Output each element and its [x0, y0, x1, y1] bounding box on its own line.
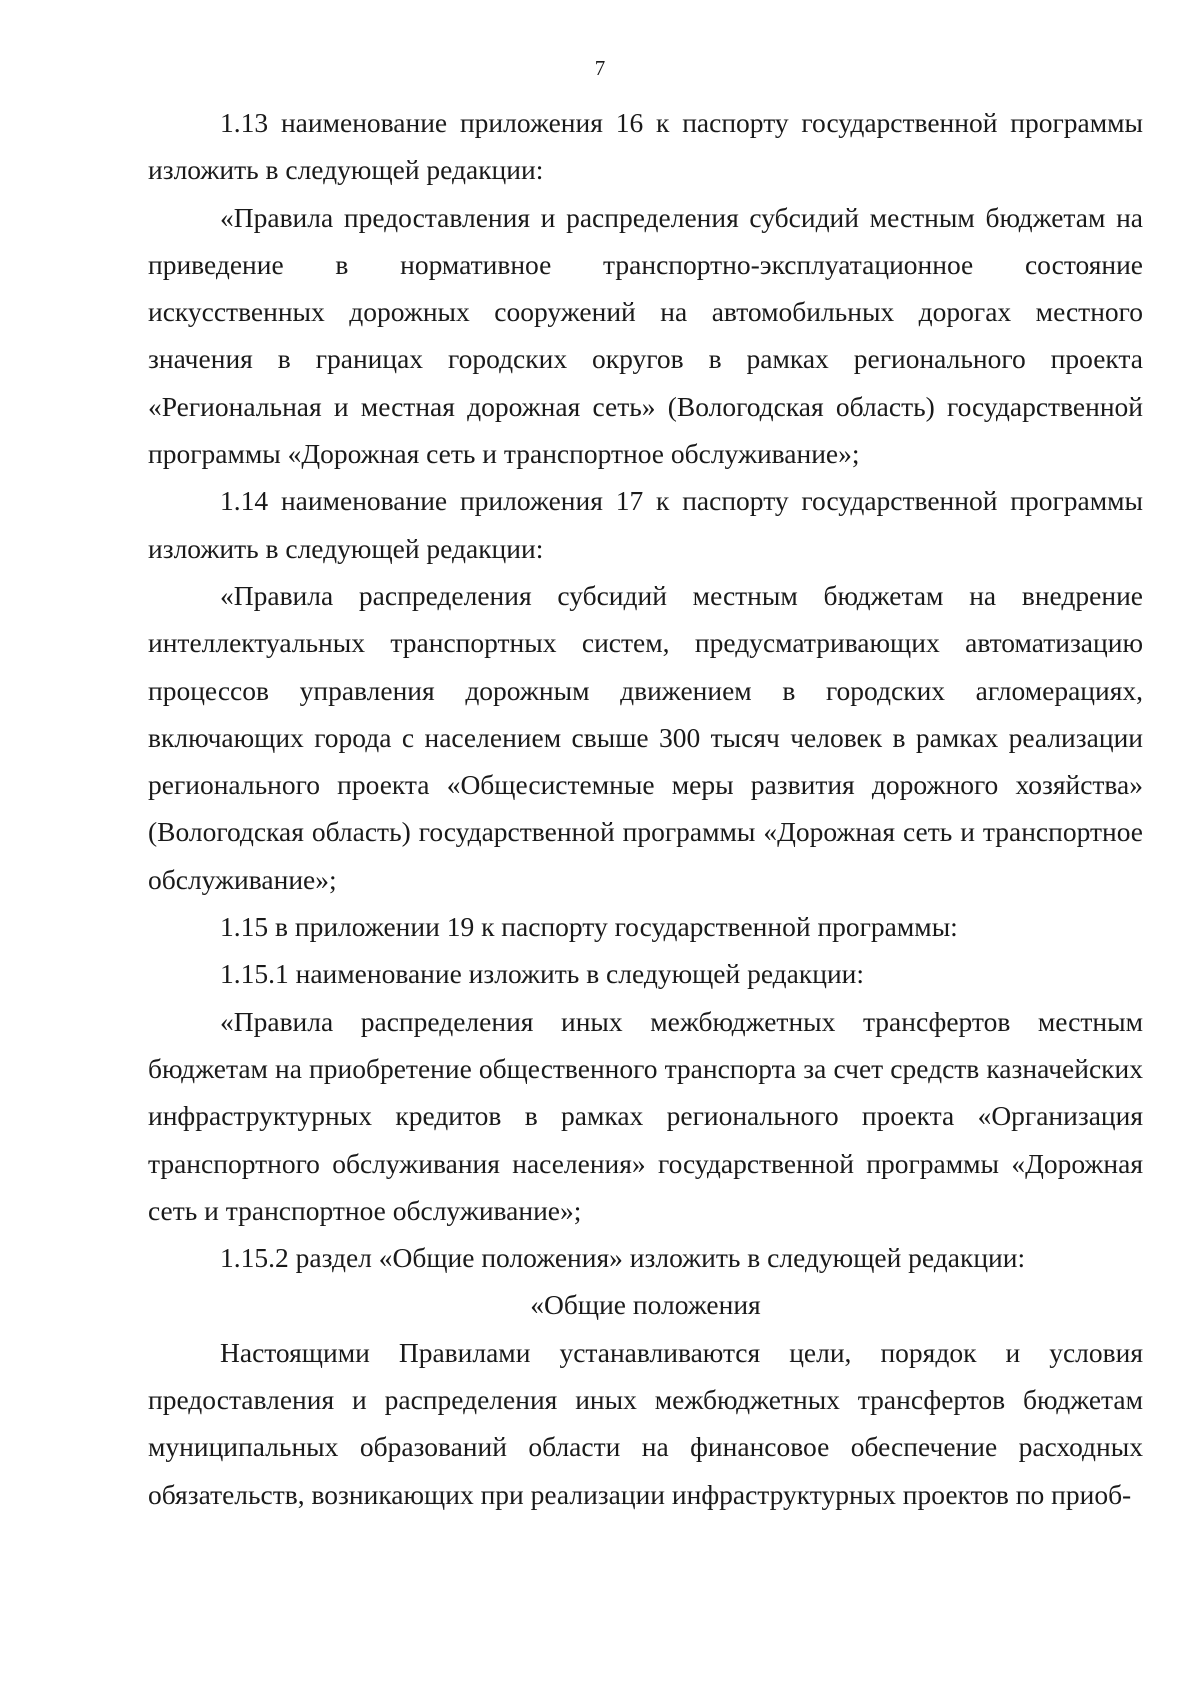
paragraph-appendix-16-title: «Правила предоставления и распределения субсидий местным бюджетам на приведение в нормативное транспортно-эксплуатационное состояние искусственных дорожных сооружений на автомобильных дорогах местного значения в границах городских округов в рамках регионального проекта «Региональная и местная дорожная сеть» (Вологодская область) государственной программы «Дорожная сеть и транспортное обслуживание»;	[148, 201, 1143, 470]
paragraph-1-15-1: 1.15.1 наименование изложить в следующей редакции:	[220, 958, 865, 990]
paragraph-general-provisions: Настоящими Правилами устанавливаются цели, порядок и условия предоставления и распределения иных межбюджетных трансфертов бюджетам муниципальных образований области на финансовое обеспечение расходных обязательств, возникающих при реализации инфраструктурных проектов по приоб-	[148, 1336, 1143, 1510]
paragraph-1-15: 1.15 в приложении 19 к паспорту государственной программы:	[220, 911, 958, 943]
page-number: 7	[594, 56, 606, 80]
document-body	[148, 99, 1143, 1518]
paragraph-1-15-2: 1.15.2 раздел «Общие положения» изложить в следующей редакции:	[220, 1242, 1026, 1274]
paragraph-appendix-17-title: «Правила распределения субсидий местным бюджетам на внедрение интеллектуальных транспортных систем, предусматривающих автоматизацию процессов управления дорожным движением в городских агломерациях, включающих города с населением свыше 300 тысяч человек в рамках реализации регионального проекта «Общесистемные меры развития дорожного хозяйства» (Вологодская область) государственной программы «Дорожная сеть и транспортное обслуживание»;	[148, 579, 1143, 895]
paragraph-1-14: 1.14 наименование приложения 17 к паспорту государственной программы изложить в следующей редакции:	[148, 485, 1143, 564]
paragraph-1-13: 1.13 наименование приложения 16 к паспорту государственной программы изложить в следующей редакции:	[148, 107, 1143, 186]
paragraph-appendix-19-title: «Правила распределения иных межбюджетных трансфертов местным бюджетам на приобретение общественного транспорта за счет средств казначейских инфраструктурных кредитов в рамках регионального проекта «Организация транспортного обслуживания населения» государственной программы «Дорожная сеть и транспортное обслуживание»;	[148, 1005, 1143, 1226]
section-heading: «Общие положения	[530, 1289, 761, 1321]
